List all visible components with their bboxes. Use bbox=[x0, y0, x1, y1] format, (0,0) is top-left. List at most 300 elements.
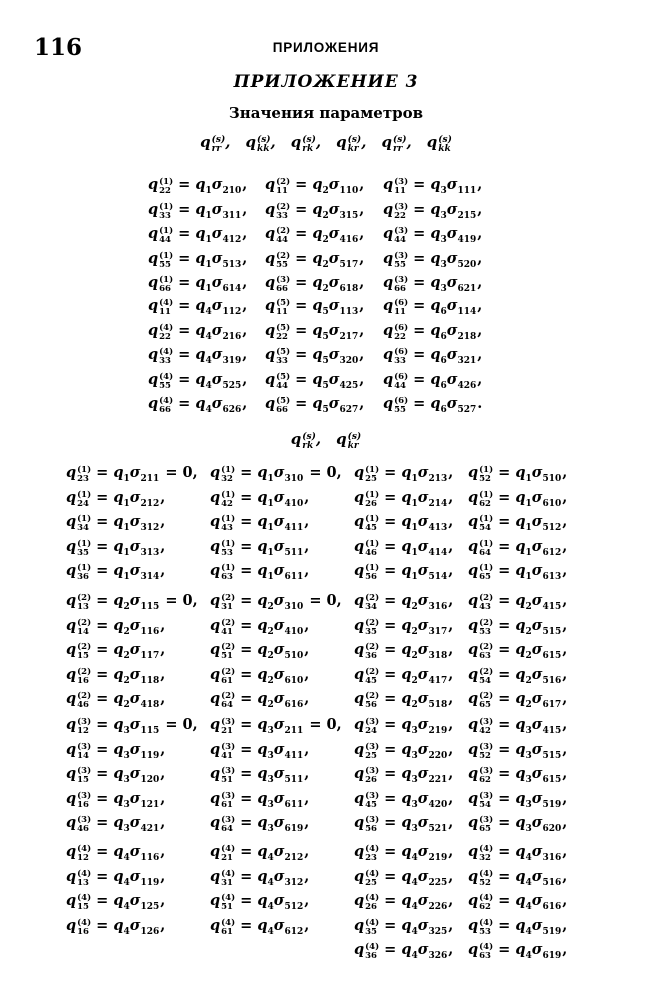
sigma-subscript: 213 bbox=[428, 474, 448, 484]
q-symbol: q bbox=[66, 616, 77, 634]
sigma-symbol: σ bbox=[417, 488, 429, 506]
q-symbol: q bbox=[210, 716, 221, 733]
sigma-subscript: 215 bbox=[457, 210, 477, 221]
equals-sign: = bbox=[91, 616, 114, 634]
equals-sign: = bbox=[235, 665, 258, 683]
formula-punctuation: , bbox=[448, 665, 454, 683]
param-subscript: kk bbox=[256, 144, 270, 154]
formula-punctuation: , bbox=[448, 916, 454, 934]
q-superscript: (3) bbox=[77, 790, 92, 801]
q-symbol: q bbox=[383, 249, 394, 267]
sigma-subscript: 627 bbox=[339, 405, 359, 415]
q-subscript: 25 bbox=[365, 877, 377, 888]
sigma-symbol: σ bbox=[273, 690, 285, 707]
formula-punctuation: , bbox=[562, 716, 568, 733]
sigma-symbol: σ bbox=[273, 641, 285, 658]
q-subscript: 11 bbox=[394, 186, 406, 196]
formula bbox=[354, 892, 453, 910]
sigma-symbol: σ bbox=[328, 176, 340, 193]
formula bbox=[66, 464, 198, 482]
sigma-subscript: 310 bbox=[284, 474, 304, 484]
formula-punctuation: , bbox=[160, 488, 166, 506]
appendix-subtitle: Значения параметров bbox=[228, 104, 424, 122]
sigma-subscript: 118 bbox=[140, 675, 160, 686]
q-subscript: 16 bbox=[77, 799, 89, 810]
q-indices bbox=[479, 743, 493, 761]
q-superscript: (4) bbox=[77, 893, 92, 903]
formula-punctuation: , bbox=[448, 488, 454, 506]
q-symbol: q bbox=[401, 892, 412, 909]
formula-punctuation: , bbox=[359, 346, 365, 363]
equals-sign: = bbox=[379, 843, 402, 860]
formula bbox=[468, 464, 567, 482]
sigma-symbol: σ bbox=[129, 867, 141, 885]
q-indices bbox=[159, 276, 173, 294]
q-symbol: q bbox=[354, 740, 365, 758]
param-superscript: (s) bbox=[392, 135, 407, 145]
formula-punctuation: , bbox=[242, 176, 248, 193]
formula-punctuation: , bbox=[562, 690, 568, 707]
q-subscript: 4 bbox=[411, 926, 418, 937]
q-symbol: q bbox=[354, 916, 365, 934]
formula bbox=[468, 666, 567, 684]
q-indices bbox=[159, 252, 173, 270]
q-superscript: (1) bbox=[77, 489, 92, 500]
equals-sign: = bbox=[493, 916, 516, 934]
q-indices bbox=[77, 491, 91, 509]
q-symbol: q bbox=[383, 395, 394, 412]
formula-punctuation: = 0, bbox=[160, 464, 198, 481]
param-indices bbox=[257, 136, 271, 154]
q-symbol: q bbox=[354, 867, 365, 885]
q-indices bbox=[365, 668, 379, 686]
formula-punctuation: , bbox=[448, 592, 454, 609]
sigma-symbol: σ bbox=[129, 690, 141, 707]
q-symbol: q bbox=[195, 225, 206, 242]
sigma-subscript: 519 bbox=[542, 926, 562, 937]
q-subscript: 1 bbox=[123, 547, 130, 558]
q-superscript: (6) bbox=[394, 371, 409, 382]
q-symbol: q bbox=[195, 395, 206, 412]
sigma-subscript: 116 bbox=[140, 853, 160, 863]
q-symbol: q bbox=[515, 464, 526, 481]
equals-sign: = bbox=[379, 488, 402, 506]
formula-punctuation: , bbox=[242, 346, 248, 363]
formula-punctuation: , bbox=[242, 274, 248, 291]
q-superscript: (2) bbox=[276, 177, 291, 187]
q-subscript: 1 bbox=[267, 474, 274, 484]
formula bbox=[383, 395, 482, 413]
formula bbox=[383, 201, 482, 219]
sigma-symbol: σ bbox=[273, 665, 285, 683]
q-symbol: q bbox=[66, 513, 77, 530]
sigma-subscript: 311 bbox=[222, 210, 242, 221]
sigma-subscript: 511 bbox=[284, 775, 304, 785]
formula-punctuation: , bbox=[242, 225, 248, 242]
equals-sign: = bbox=[408, 370, 431, 388]
q-symbol: q bbox=[257, 716, 268, 733]
q-indices bbox=[479, 767, 493, 785]
q-symbol: q bbox=[113, 641, 124, 658]
q-symbol: q bbox=[468, 916, 479, 934]
q-superscript: (3) bbox=[365, 790, 380, 801]
q-subscript: 43 bbox=[479, 602, 491, 612]
q-superscript: (1) bbox=[159, 275, 174, 285]
q-symbol: q bbox=[66, 814, 77, 831]
formula-punctuation: , bbox=[304, 892, 310, 909]
sigma-subscript: 616 bbox=[284, 700, 304, 710]
formula-punctuation: , bbox=[304, 843, 310, 860]
q-symbol: q bbox=[210, 814, 221, 831]
q-indices bbox=[221, 515, 235, 533]
param-symbol: q bbox=[290, 133, 302, 151]
q-subscript: 12 bbox=[77, 853, 89, 863]
q-subscript: 55 bbox=[159, 380, 171, 391]
formula-punctuation: , bbox=[242, 370, 248, 388]
equals-sign: = bbox=[235, 716, 258, 733]
param-symbol: q bbox=[336, 430, 347, 448]
q-symbol: q bbox=[515, 665, 526, 683]
sigma-subscript: 225 bbox=[428, 877, 448, 888]
formula bbox=[210, 868, 309, 886]
q-superscript: (1) bbox=[159, 226, 174, 236]
q-subscript: 3 bbox=[123, 726, 130, 736]
q-indices bbox=[276, 397, 290, 415]
sigma-subscript: 321 bbox=[457, 356, 477, 366]
q-indices bbox=[479, 816, 493, 834]
equals-sign: = bbox=[408, 395, 431, 412]
param-subscript: rr bbox=[392, 144, 403, 154]
equals-sign: = bbox=[379, 765, 402, 782]
q-symbol: q bbox=[515, 641, 526, 658]
q-subscript: 33 bbox=[276, 356, 288, 366]
q-symbol: q bbox=[468, 537, 479, 555]
q-superscript: (3) bbox=[394, 250, 409, 261]
q-symbol: q bbox=[383, 297, 394, 314]
formula-punctuation: , bbox=[304, 616, 310, 634]
q-symbol: q bbox=[113, 892, 124, 909]
formula-punctuation: , bbox=[304, 537, 310, 555]
param-superscript: (s) bbox=[302, 135, 316, 145]
q-symbol: q bbox=[257, 690, 268, 707]
q-subscript: 2 bbox=[267, 602, 274, 612]
q-indices bbox=[159, 203, 173, 221]
q-symbol: q bbox=[265, 321, 276, 339]
q-superscript: (2) bbox=[365, 691, 380, 701]
formula-punctuation: , bbox=[359, 249, 365, 267]
formula bbox=[468, 790, 567, 808]
q-symbol: q bbox=[468, 867, 479, 885]
q-symbol: q bbox=[66, 488, 77, 506]
q-indices bbox=[221, 643, 235, 661]
sigma-symbol: σ bbox=[531, 789, 543, 807]
sigma-symbol: σ bbox=[417, 814, 429, 831]
sigma-symbol: σ bbox=[211, 297, 223, 314]
q-superscript: (1) bbox=[159, 250, 174, 261]
formula bbox=[468, 843, 567, 861]
q-indices bbox=[276, 276, 290, 294]
equals-sign: = bbox=[173, 321, 196, 339]
q-superscript: (4) bbox=[159, 396, 174, 406]
formula-punctuation: , bbox=[448, 690, 454, 707]
q-symbol: q bbox=[312, 297, 323, 314]
q-symbol: q bbox=[515, 488, 526, 506]
q-indices bbox=[276, 373, 290, 391]
q-subscript: 55 bbox=[276, 259, 288, 270]
formula bbox=[354, 941, 453, 959]
sigma-symbol: σ bbox=[417, 765, 429, 782]
sigma-symbol: σ bbox=[273, 892, 285, 909]
formula-punctuation: , bbox=[359, 395, 365, 412]
q-subscript: 4 bbox=[123, 926, 130, 937]
sigma-symbol: σ bbox=[273, 740, 285, 758]
q-indices bbox=[77, 619, 91, 637]
formula bbox=[210, 917, 309, 935]
param-subscript: kk bbox=[438, 144, 451, 154]
q-subscript: 51 bbox=[221, 902, 233, 912]
q-subscript: 2 bbox=[525, 700, 532, 710]
formula-punctuation: , bbox=[160, 513, 166, 530]
q-subscript: 6 bbox=[440, 380, 447, 391]
q-superscript: (4) bbox=[365, 868, 380, 879]
q-symbol: q bbox=[354, 789, 365, 807]
q-superscript: (1) bbox=[77, 465, 92, 475]
q-subscript: 54 bbox=[479, 799, 491, 810]
formula bbox=[66, 814, 165, 832]
q-indices bbox=[479, 619, 493, 637]
formula-punctuation: , bbox=[160, 641, 166, 658]
equals-sign: = bbox=[290, 200, 313, 218]
equals-sign: = bbox=[408, 274, 431, 291]
q-superscript: (1) bbox=[365, 563, 380, 573]
q-indices bbox=[276, 299, 290, 317]
q-indices bbox=[159, 373, 173, 391]
q-symbol: q bbox=[383, 346, 394, 363]
formula-punctuation: , bbox=[160, 867, 166, 885]
sigma-subscript: 618 bbox=[339, 284, 359, 294]
sigma-subscript: 620 bbox=[542, 824, 562, 834]
formula-punctuation: , bbox=[562, 641, 568, 658]
q-subscript: 3 bbox=[267, 750, 274, 761]
sigma-subscript: 113 bbox=[339, 307, 359, 317]
formula-punctuation: , bbox=[477, 370, 483, 388]
q-superscript: (3) bbox=[221, 766, 236, 776]
q-symbol: q bbox=[401, 740, 412, 758]
q-subscript: 14 bbox=[77, 626, 89, 637]
equals-sign: = bbox=[493, 789, 516, 807]
formula bbox=[383, 371, 482, 389]
formula bbox=[66, 690, 165, 708]
sigma-subscript: 312 bbox=[284, 877, 304, 888]
q-superscript: (1) bbox=[221, 489, 236, 500]
q-symbol: q bbox=[468, 592, 479, 609]
q-indices bbox=[365, 943, 379, 961]
sigma-symbol: σ bbox=[273, 592, 285, 609]
q-symbol: q bbox=[113, 562, 124, 579]
q-symbol: q bbox=[113, 488, 124, 506]
sigma-symbol: σ bbox=[417, 916, 429, 934]
q-indices bbox=[394, 178, 408, 196]
q-indices bbox=[394, 227, 408, 245]
q-symbol: q bbox=[401, 488, 412, 506]
q-superscript: (4) bbox=[365, 844, 380, 854]
q-superscript: (1) bbox=[77, 563, 92, 573]
q-subscript: 55 bbox=[394, 405, 406, 415]
sigma-subscript: 519 bbox=[542, 799, 562, 810]
q-symbol: q bbox=[468, 562, 479, 579]
q-indices bbox=[394, 348, 408, 366]
q-symbol: q bbox=[265, 200, 276, 218]
q-symbol: q bbox=[113, 616, 124, 634]
formula bbox=[148, 225, 247, 243]
sigma-symbol: σ bbox=[446, 370, 458, 388]
sigma-symbol: σ bbox=[211, 176, 223, 193]
q-symbol: q bbox=[430, 274, 441, 291]
q-subscript: 66 bbox=[276, 405, 288, 415]
q-subscript: 45 bbox=[365, 675, 377, 686]
equals-sign: = bbox=[290, 249, 313, 267]
q-indices bbox=[394, 276, 408, 294]
q-subscript: 35 bbox=[365, 626, 377, 637]
q-symbol: q bbox=[257, 740, 268, 758]
q-symbol: q bbox=[257, 916, 268, 934]
sigma-subscript: 317 bbox=[428, 626, 448, 637]
q-subscript: 1 bbox=[205, 235, 212, 245]
formula bbox=[468, 917, 567, 935]
formula-punctuation: , bbox=[242, 297, 248, 314]
q-symbol: q bbox=[257, 843, 268, 860]
q-subscript: 3 bbox=[440, 259, 447, 270]
q-subscript: 32 bbox=[221, 474, 233, 484]
q-subscript: 53 bbox=[479, 626, 491, 637]
equals-sign: = bbox=[235, 814, 258, 831]
q-subscript: 55 bbox=[159, 259, 171, 270]
q-superscript: (3) bbox=[77, 766, 92, 776]
q-indices bbox=[394, 324, 408, 342]
formula-punctuation: , bbox=[242, 200, 248, 218]
sigma-subscript: 116 bbox=[140, 626, 160, 637]
formula-punctuation: , bbox=[359, 274, 365, 291]
q-symbol: q bbox=[113, 716, 124, 733]
sigma-subscript: 518 bbox=[428, 700, 448, 710]
q-indices bbox=[365, 870, 379, 888]
sigma-symbol: σ bbox=[211, 395, 223, 412]
sigma-subscript: 325 bbox=[428, 926, 448, 937]
q-subscript: 2 bbox=[267, 626, 274, 637]
sigma-symbol: σ bbox=[273, 916, 285, 934]
q-superscript: (1) bbox=[221, 514, 236, 524]
q-symbol: q bbox=[195, 200, 206, 218]
formula-punctuation: , bbox=[359, 225, 365, 242]
q-indices bbox=[77, 668, 91, 686]
equals-sign: = bbox=[493, 843, 516, 860]
q-superscript: (3) bbox=[479, 766, 494, 776]
formula bbox=[354, 814, 453, 832]
q-superscript: (6) bbox=[394, 298, 409, 308]
q-subscript: 15 bbox=[77, 651, 89, 661]
q-symbol: q bbox=[354, 616, 365, 634]
q-indices bbox=[365, 491, 379, 509]
q-subscript: 1 bbox=[525, 572, 532, 582]
q-symbol: q bbox=[468, 464, 479, 481]
formula bbox=[354, 513, 453, 531]
q-symbol: q bbox=[265, 249, 276, 267]
q-indices bbox=[77, 919, 91, 937]
q-symbol: q bbox=[430, 297, 441, 314]
formula bbox=[66, 917, 165, 935]
formula-punctuation: , bbox=[448, 941, 454, 958]
equals-sign: = bbox=[379, 916, 402, 934]
q-symbol: q bbox=[148, 176, 159, 193]
formula-punctuation: , bbox=[242, 395, 248, 412]
sigma-subscript: 126 bbox=[140, 926, 160, 937]
sigma-symbol: σ bbox=[273, 513, 285, 530]
q-symbol: q bbox=[401, 665, 412, 683]
sigma-subscript: 218 bbox=[457, 331, 477, 342]
sigma-subscript: 517 bbox=[339, 259, 359, 270]
equals-sign: = bbox=[379, 716, 402, 733]
param-superscript: (s) bbox=[347, 432, 362, 442]
formula-punctuation: , bbox=[242, 249, 248, 267]
formula bbox=[468, 941, 567, 959]
q-subscript: 1 bbox=[411, 523, 418, 533]
q-symbol: q bbox=[113, 592, 124, 609]
q-indices bbox=[221, 792, 235, 810]
equals-sign: = bbox=[408, 321, 431, 339]
sigma-subscript: 516 bbox=[542, 675, 562, 686]
q-subscript: 4 bbox=[205, 307, 212, 317]
formula-punctuation: , bbox=[359, 176, 365, 193]
q-symbol: q bbox=[66, 892, 77, 909]
q-symbol: q bbox=[515, 916, 526, 934]
q-subscript: 11 bbox=[276, 186, 288, 196]
q-subscript: 4 bbox=[205, 405, 212, 415]
q-subscript: 2 bbox=[322, 210, 329, 221]
q-symbol: q bbox=[468, 690, 479, 707]
formula-punctuation: = 0, bbox=[304, 592, 342, 609]
q-subscript: 2 bbox=[525, 651, 532, 661]
q-subscript: 4 bbox=[123, 902, 130, 912]
q-subscript: 3 bbox=[411, 799, 418, 810]
q-symbol: q bbox=[401, 916, 412, 934]
q-subscript: 3 bbox=[525, 726, 532, 736]
q-indices bbox=[394, 203, 408, 221]
q-symbol: q bbox=[515, 892, 526, 909]
q-subscript: 4 bbox=[525, 853, 532, 863]
q-symbol: q bbox=[312, 395, 323, 412]
q-subscript: 2 bbox=[411, 700, 418, 710]
q-subscript: 1 bbox=[267, 547, 274, 558]
sigma-subscript: 410 bbox=[284, 626, 304, 637]
formula bbox=[210, 666, 309, 684]
formula bbox=[265, 225, 364, 243]
q-superscript: (4) bbox=[365, 942, 380, 952]
equals-sign: = bbox=[408, 176, 431, 193]
formula bbox=[265, 250, 364, 268]
q-symbol: q bbox=[401, 537, 412, 555]
q-subscript: 4 bbox=[525, 902, 532, 912]
q-superscript: (1) bbox=[365, 489, 380, 500]
sigma-subscript: 114 bbox=[457, 307, 477, 317]
formula-punctuation: , bbox=[477, 225, 483, 242]
q-superscript: (4) bbox=[221, 917, 236, 928]
q-symbol: q bbox=[66, 765, 77, 782]
q-superscript: (3) bbox=[365, 717, 380, 727]
sigma-symbol: σ bbox=[129, 592, 141, 609]
q-subscript: 41 bbox=[221, 626, 233, 637]
q-superscript: (3) bbox=[479, 741, 494, 752]
q-subscript: 51 bbox=[221, 651, 233, 661]
